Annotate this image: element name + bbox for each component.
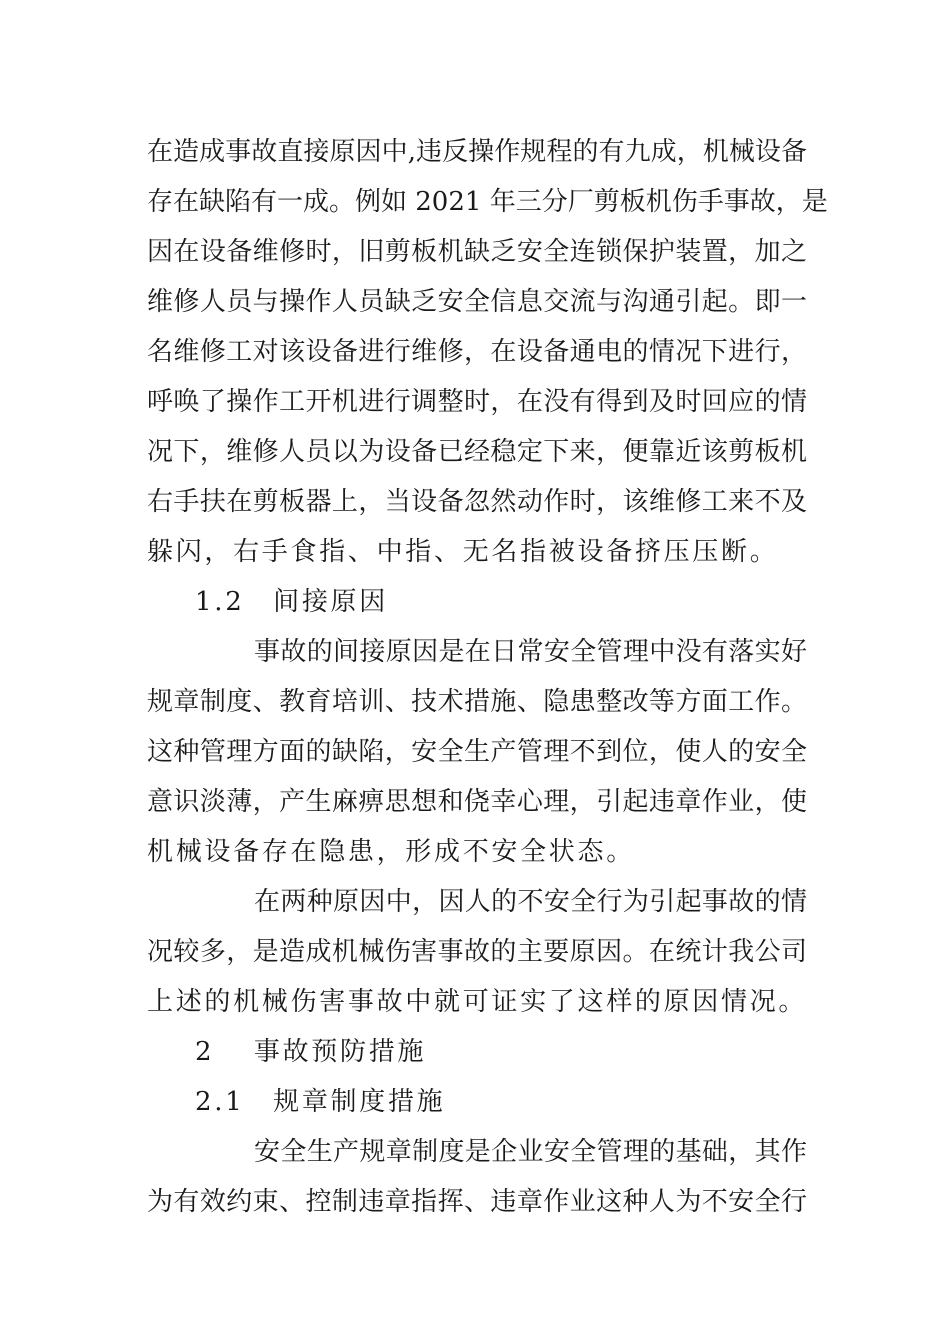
paragraph-line: 维修人员与操作人员缺乏安全信息交流与沟通引起。即一 bbox=[147, 287, 807, 317]
paragraph-line-indented: 安全生产规章制度是企业安全管理的基础，其作 bbox=[254, 1137, 807, 1167]
section-heading-1-2: 1.2 间接原因 bbox=[195, 587, 388, 617]
paragraph-line-last: 机械设备存在隐患，形成不安全状态。 bbox=[147, 837, 635, 867]
paragraph-line-last: 躲闪，右手食指、中指、无名指被设备挤压压断。 bbox=[147, 537, 779, 567]
paragraph-line: 这种管理方面的缺陷，安全生产管理不到位，使人的安全 bbox=[147, 737, 807, 767]
paragraph-line: 因在设备维修时，旧剪板机缺乏安全连锁保护装置，加之 bbox=[147, 237, 807, 267]
paragraph-line: 为有效约束、控制违章指挥、违章作业这种人为不安全行 bbox=[147, 1187, 807, 1217]
paragraph-line: 呼唤了操作工开机进行调整时，在没有得到及时回应的情 bbox=[147, 387, 807, 417]
section-heading-2-1: 2.1 规章制度措施 bbox=[195, 1087, 446, 1117]
paragraph-line: 规章制度、教育培训、技术措施、隐患整改等方面工作。 bbox=[147, 687, 807, 717]
paragraph-line: 名维修工对该设备进行维修，在设备通电的情况下进行， bbox=[147, 337, 807, 367]
paragraph-line: 况较多，是造成机械伤害事故的主要原因。在统计我公司 bbox=[147, 937, 807, 967]
paragraph-line: 存在缺陷有一成。例如 2021 年三分厂剪板机伤手事故，是 bbox=[147, 187, 828, 217]
paragraph-line-indented: 事故的间接原因是在日常安全管理中没有落实好 bbox=[254, 637, 807, 667]
paragraph-line: 意识淡薄，产生麻痹思想和侥幸心理，引起违章作业，使 bbox=[147, 787, 807, 817]
paragraph-line: 右手扶在剪板器上，当设备忽然动作时，该维修工来不及 bbox=[147, 487, 807, 517]
paragraph-line-indented: 在两种原因中，因人的不安全行为引起事故的情 bbox=[254, 887, 807, 917]
paragraph-line: 况下，维修人员以为设备已经稳定下来，便靠近该剪板机 bbox=[147, 437, 807, 467]
paragraph-line-last: 上述的机械伤害事故中就可证实了这样的原因情况。 bbox=[147, 987, 808, 1017]
paragraph-line: 在造成事故直接原因中,违反操作规程的有九成，机械设备 bbox=[147, 137, 807, 167]
section-heading-2: 2 事故预防措施 bbox=[195, 1037, 427, 1067]
